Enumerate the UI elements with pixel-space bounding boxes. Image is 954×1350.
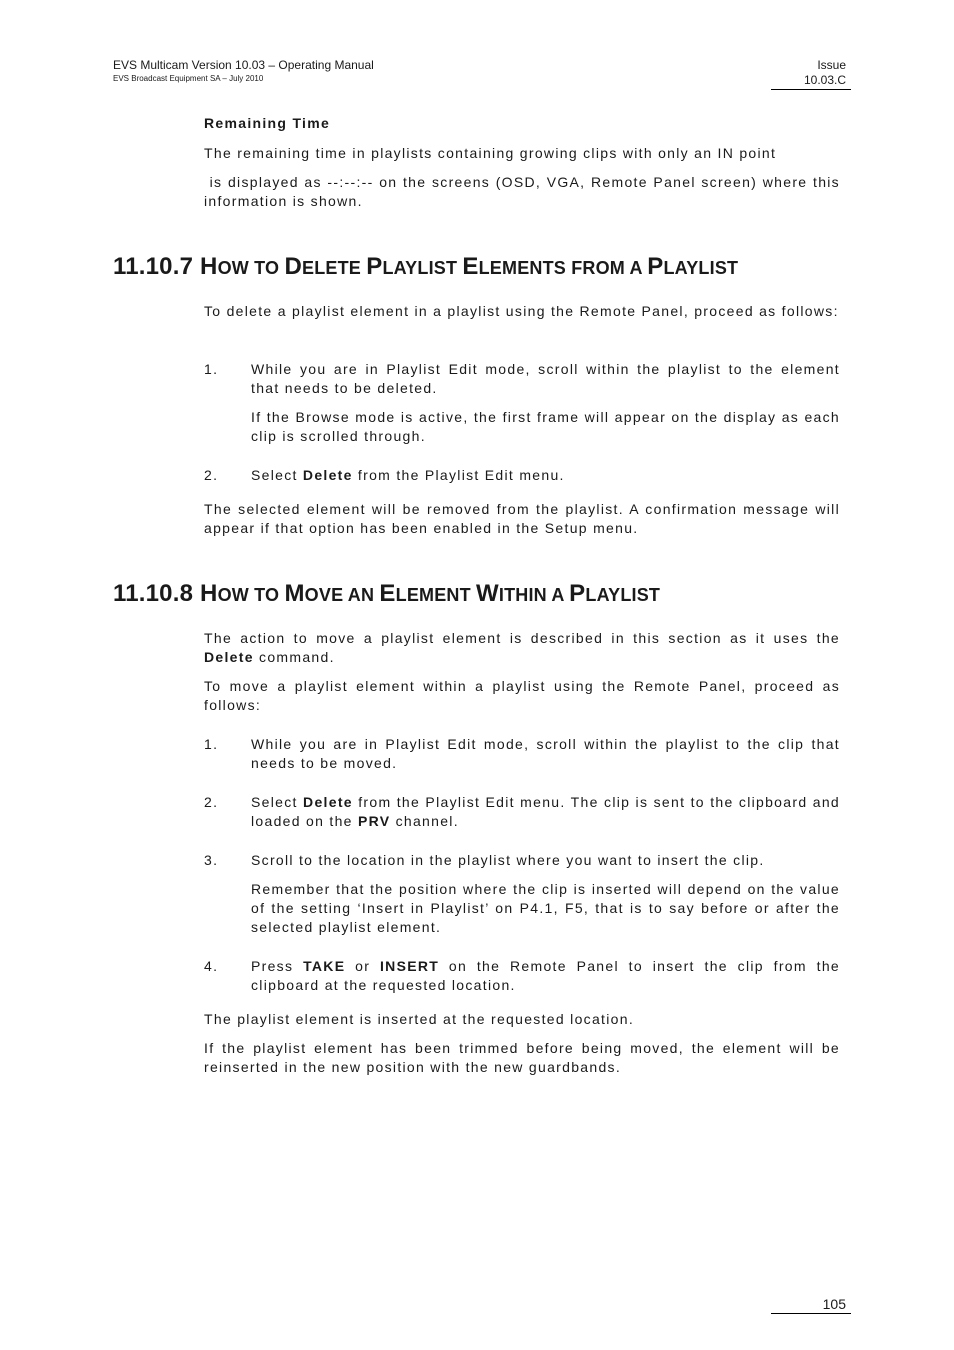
title-small: OW TO	[217, 585, 285, 605]
remaining-time-text2: is displayed as --:--:-- on the screens (OSD, VGA, Remote Panel screen) where this information is shown.	[204, 174, 846, 209]
title-cap: D	[284, 253, 302, 280]
title-small: LAYLIST	[382, 258, 463, 278]
issue-version: 10.03.C	[771, 73, 851, 90]
title-cap: P	[647, 253, 664, 280]
text-span: channel.	[390, 813, 459, 829]
section-1108-outro1	[204, 1010, 840, 1029]
intro1-text	[204, 629, 840, 667]
step-text	[251, 957, 840, 995]
bold-term: TAKE	[303, 958, 346, 974]
section-1108-heading	[113, 580, 660, 608]
section-number: 11.10.7	[113, 253, 194, 280]
title-cap: H	[200, 580, 218, 607]
step-text: Scroll to the location in the playlist where you want to insert the clip.	[251, 852, 765, 868]
page-header-right	[771, 58, 851, 90]
list-number: 1.	[204, 361, 219, 377]
title-small: ELETE	[302, 258, 367, 278]
text-span: from the Playlist Edit menu.	[352, 467, 565, 483]
list-text	[251, 851, 840, 937]
intro2-text: To move a playlist element within a playlist using the Remote Panel, proceed as follows:	[204, 678, 840, 713]
remaining-time-text1: The remaining time in playlists containing growing clips with only an IN point	[204, 145, 777, 161]
title-small: LAYLIST	[585, 585, 661, 605]
bold-term: Delete	[303, 794, 353, 810]
section-1108-intro1	[204, 629, 840, 667]
outro1-text: The playlist element is inserted at the requested location.	[204, 1011, 635, 1027]
list-number: 2.	[204, 467, 219, 483]
text-span: from the Playlist Edit menu. The clip is sent to the clipboard and loaded on the	[251, 794, 840, 829]
list-number: 3.	[204, 852, 219, 868]
outro2-text: If the playlist element has been trimmed before being moved, the element will be reinserted in the new position with the new guardbands.	[204, 1040, 840, 1075]
outro-text: The selected element will be removed from the playlist. A confirmation message will appear if that option has been enabled in the Setup menu.	[204, 501, 840, 536]
bold-term: Delete	[302, 467, 353, 483]
intro-text: To delete a playlist element in a playlist using the Remote Panel, proceed as follows:	[204, 303, 839, 319]
list-number: 4.	[204, 958, 219, 974]
page-header-left	[113, 58, 374, 84]
section-1108-outro2	[204, 1039, 840, 1077]
title-small: ITHIN A	[498, 585, 570, 605]
list-number: 1.	[204, 736, 219, 752]
title-cap: P	[366, 253, 383, 280]
step-note: If the Browse mode is active, the first frame will appear on the display as each clip is scrolled through.	[251, 409, 840, 444]
remaining-time-para2	[204, 173, 846, 211]
title-small: LAYLIST	[663, 258, 739, 278]
bold-term: PRV	[357, 813, 391, 829]
section-1107-intro	[204, 302, 840, 321]
manual-subtitle: EVS Broadcast Equipment SA – July 2010	[113, 74, 264, 83]
step-text	[251, 793, 840, 831]
page-number: 105	[771, 1296, 851, 1314]
remaining-time-para1	[204, 144, 840, 163]
title-small: OVE AN	[304, 585, 380, 605]
text-span: on the Remote Panel to insert the clip from the clipboard at the requested location.	[251, 958, 840, 993]
bold-term: Delete	[204, 649, 254, 665]
list-text	[251, 360, 840, 446]
title-small: LEMENTS FROM A	[478, 258, 648, 278]
bold-term: INSERT	[379, 958, 440, 974]
title-cap: H	[200, 253, 218, 280]
step-text: While you are in Playlist Edit mode, scroll within the playlist to the element that needs to be deleted.	[251, 361, 840, 396]
text-span: Press	[251, 958, 304, 974]
step-note: Remember that the position where the clip is inserted will depend on the value of the setting ‘Insert in Playlist’ on P4.1, F5, that is to say before or after the selected playlist element.	[251, 881, 840, 935]
title-cap: E	[379, 580, 396, 607]
text-span: The action to move a playlist element is described in this section as it uses the	[204, 630, 840, 646]
text-span: Select	[251, 467, 303, 483]
text-span: or	[345, 958, 380, 974]
manual-title: EVS Multicam Version 10.03 – Operating Manual	[113, 58, 374, 72]
list-text	[251, 793, 840, 831]
list-text	[251, 957, 840, 995]
list-number: 2.	[204, 794, 219, 810]
section-1108-intro2	[204, 677, 840, 715]
title-cap: E	[462, 253, 479, 280]
list-text	[251, 466, 840, 485]
title-small: LEMENT	[395, 585, 477, 605]
remaining-time-heading: Remaining Time	[204, 115, 331, 131]
section-1107-outro	[204, 500, 840, 538]
text-span: Select	[251, 794, 304, 810]
title-cap: P	[569, 580, 586, 607]
issue-label: Issue	[817, 58, 846, 72]
title-small: OW TO	[217, 258, 285, 278]
list-text	[251, 735, 840, 773]
title-cap: W	[476, 580, 499, 607]
title-cap: M	[284, 580, 305, 607]
step-text: While you are in Playlist Edit mode, scroll within the playlist to the clip that needs to be moved.	[251, 736, 840, 771]
text-span: command.	[253, 649, 335, 665]
section-number: 11.10.8	[113, 580, 194, 607]
section-1107-heading	[113, 253, 738, 281]
